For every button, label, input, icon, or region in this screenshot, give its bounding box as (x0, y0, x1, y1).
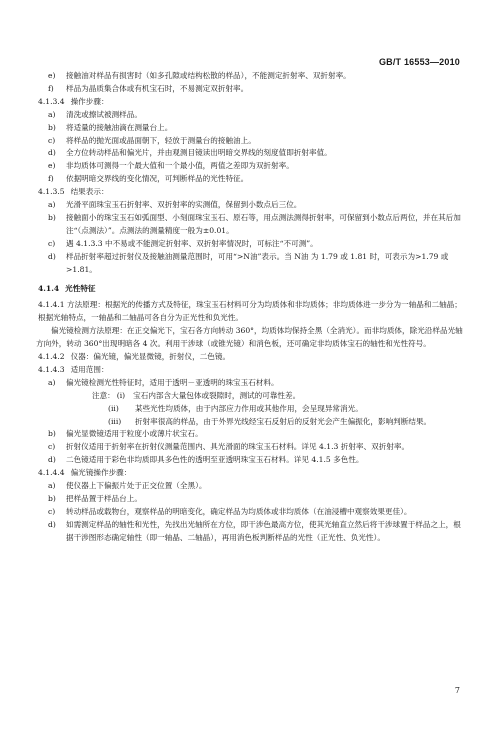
list-item (36, 160, 468, 173)
list-text: 折射仪适用于折射率在折射仪测量范围内、具光滑面的珠宝玉石材料。详见 4.1.3 折射率、双折射率。 (66, 442, 410, 452)
list-text: 二色镜适用于彩色非均质即具多色性的透明至亚透明珠宝玉石材料。详见 4.1.5 多色性。 (66, 455, 364, 465)
list-text: 非均质体可测得一个最大值和一个最小值，两值之差即为双折射率。 (66, 161, 294, 171)
note-marker: (i) (116, 390, 126, 400)
list-item (36, 83, 468, 96)
list-item (36, 480, 468, 493)
list-text: 把样品置于样品台上。 (66, 494, 142, 503)
clause-heading (36, 96, 468, 109)
clause-number: 4.1.4 (38, 283, 60, 293)
list-marker: c) (48, 238, 56, 248)
note-label: 注意： (92, 390, 115, 400)
list-text: 遇 4.1.3.3 中不易或不能测定折射率、双折射率情况时，可标注“不可测”。 (66, 238, 318, 248)
clause-number: 4.1.4.3 (38, 364, 65, 374)
clause-heading (36, 351, 468, 364)
list-text: 将样品的抛光面或晶面朝下，轻放于测量台的接触油上。 (66, 135, 256, 145)
list-text: 转动样品或载物台，观察样品的明暗变化，确定样品为均质体或非均质体（在油浸槽中观察效果更佳）。 (66, 506, 412, 516)
list-marker: a) (48, 481, 56, 491)
note-item (36, 416, 468, 429)
list-marker: c) (48, 442, 56, 452)
list-item (36, 493, 468, 506)
list-item (36, 506, 468, 519)
list-marker: a) (48, 109, 56, 119)
list-item (36, 441, 468, 454)
list-text: 样品为晶质集合体或有机宝石时，不易测定双折射率。 (66, 83, 249, 93)
list-marker: e) (48, 161, 56, 171)
clause-number: 4.1.4.4 (38, 468, 65, 478)
list-marker: b) (48, 212, 56, 222)
list-marker: d) (48, 519, 56, 529)
clause-title: 偏光镜操作步骤： (70, 468, 132, 478)
clause-title: 光性特征 (65, 283, 96, 293)
paragraph: 偏光镜检测方法原理：在正交偏光下，宝石各方向转动 360°，均质体均保持全黑（全消光）。而非均质体，除光沿样品光轴方向外，转动 360°出现明暗各 4 次。利用干涉球（或锥光镜）和消色板，还可确定非均质体宝石的轴性和光性符号。 (36, 326, 463, 349)
list-marker: e) (48, 71, 56, 80)
list-marker: a) (48, 377, 56, 387)
note-marker: (ii) (108, 403, 119, 413)
note-text: 某些光性均质体，由于内部应力作用或其他作用，会呈现异常消光。 (135, 403, 363, 413)
list-marker: c) (48, 506, 56, 516)
list-item (36, 70, 468, 83)
clause-heading (36, 364, 468, 377)
paragraph: 4.1.4.1 方法原理：根据光的传播方式及特征，珠宝玉石材料可分为均质体和非均质体；非均质体进一步分为一轴晶和二轴晶；根据光轴特点，一轴晶和二轴晶可各自分为正光性和负光性。 (38, 300, 462, 323)
note-item (36, 403, 468, 416)
list-item (36, 147, 468, 160)
list-marker: f) (48, 174, 54, 184)
list-item (36, 519, 468, 545)
list-item (36, 454, 468, 467)
list-text: 使仪器上下偏振片处于正交位置（全黑）。 (66, 481, 207, 491)
list-text: 偏光镜检测光性特征时，适用于透明－亚透明的珠宝玉石材料。 (66, 377, 279, 387)
list-item (36, 212, 468, 238)
list-item (36, 199, 468, 212)
clause-heading (36, 467, 468, 480)
list-item (36, 251, 468, 277)
list-marker: b) (48, 122, 56, 132)
list-item (36, 238, 468, 251)
list-item (36, 173, 468, 186)
list-text: 接触面小的珠宝玉石如弧面型、小刻面珠宝玉石、原石等，用点测法测得折射率，可保留到小数点后两位，并在其后加注“（点测法）”。点测法的测量精度一般为±0.01。 (66, 212, 461, 235)
list-marker: f) (48, 83, 54, 93)
clause-title: 结果表示： (70, 187, 109, 197)
clause-title: 仪器：偏光镜，偏光显微镜，折射仪，二色镜。 (70, 352, 231, 362)
list-marker: d) (48, 148, 56, 158)
section-heading (36, 283, 468, 296)
list-text: 全方位转动样品和偏光片，并由观测目镜读出明暗交界线的刻度值即折射率值。 (66, 148, 332, 158)
list-item (36, 428, 468, 441)
clause-number: 4.1.3.4 (38, 96, 65, 106)
note-text: 宝石内部含大量包体或裂隙时，测试的可靠性差。 (133, 390, 301, 400)
list-item (36, 135, 468, 148)
note-marker: (iii) (108, 416, 122, 426)
list-marker: a) (48, 200, 56, 210)
list-marker: d) (48, 251, 56, 261)
clause-number: 4.1.4.2 (38, 352, 65, 362)
clause-title: 操作步骤： (70, 96, 109, 106)
clause-number: 4.1.3.5 (38, 187, 65, 197)
note (36, 390, 468, 403)
list-item (36, 377, 468, 390)
list-item (36, 122, 468, 135)
clause-title: 适用范围： (70, 364, 109, 374)
list-marker: d) (48, 455, 56, 465)
list-text: 将适量的接触油滴在测量台上。 (66, 122, 173, 132)
list-text: 接触油对样品有损害时（如多孔隙或结构松散的样品），不能测定折射率、双折射率。 (66, 71, 351, 80)
list-text: 样品折射率超过折射仪及接触油测量范围时，可用“>N油”表示。当 N油 为 1.79 或 1.81 时，可表示为>1.79 或>1.81。 (66, 251, 449, 274)
list-text: 如需测定样品的轴性和光性，先找出光轴所在方位，即干涉色最高方位，使其光轴直立然后将干涉球置于样品之上，根据干涉图形态确定轴性（即一轴晶、二轴晶），再用消色板判断样品的光性（正光性、负光性）。 (66, 519, 461, 542)
list-text: 依据明暗交界线的变化情况，可判断样品的光性特征。 (66, 174, 249, 184)
list-marker: b) (48, 429, 56, 439)
list-marker: c) (48, 135, 56, 145)
list-marker: b) (48, 494, 56, 503)
list-text: 清洗或擦试被测样品。 (66, 109, 142, 119)
list-text: 偏光显微镜适用于粒度小或薄片状宝石。 (66, 429, 203, 439)
standard-code: GB/T 16553—2010 (378, 57, 460, 67)
document-body (36, 70, 468, 545)
clause-heading (36, 186, 468, 199)
page-number: 7 (454, 686, 460, 695)
list-item (36, 109, 468, 122)
note-text: 折射率很高的样品，由于外界光线经宝石反射后的反射光会产生偏振化，影响判断结果。 (135, 416, 432, 426)
list-text: 光滑平面珠宝玉石折射率、双折射率的实测值，保留到小数点后三位。 (66, 200, 302, 210)
